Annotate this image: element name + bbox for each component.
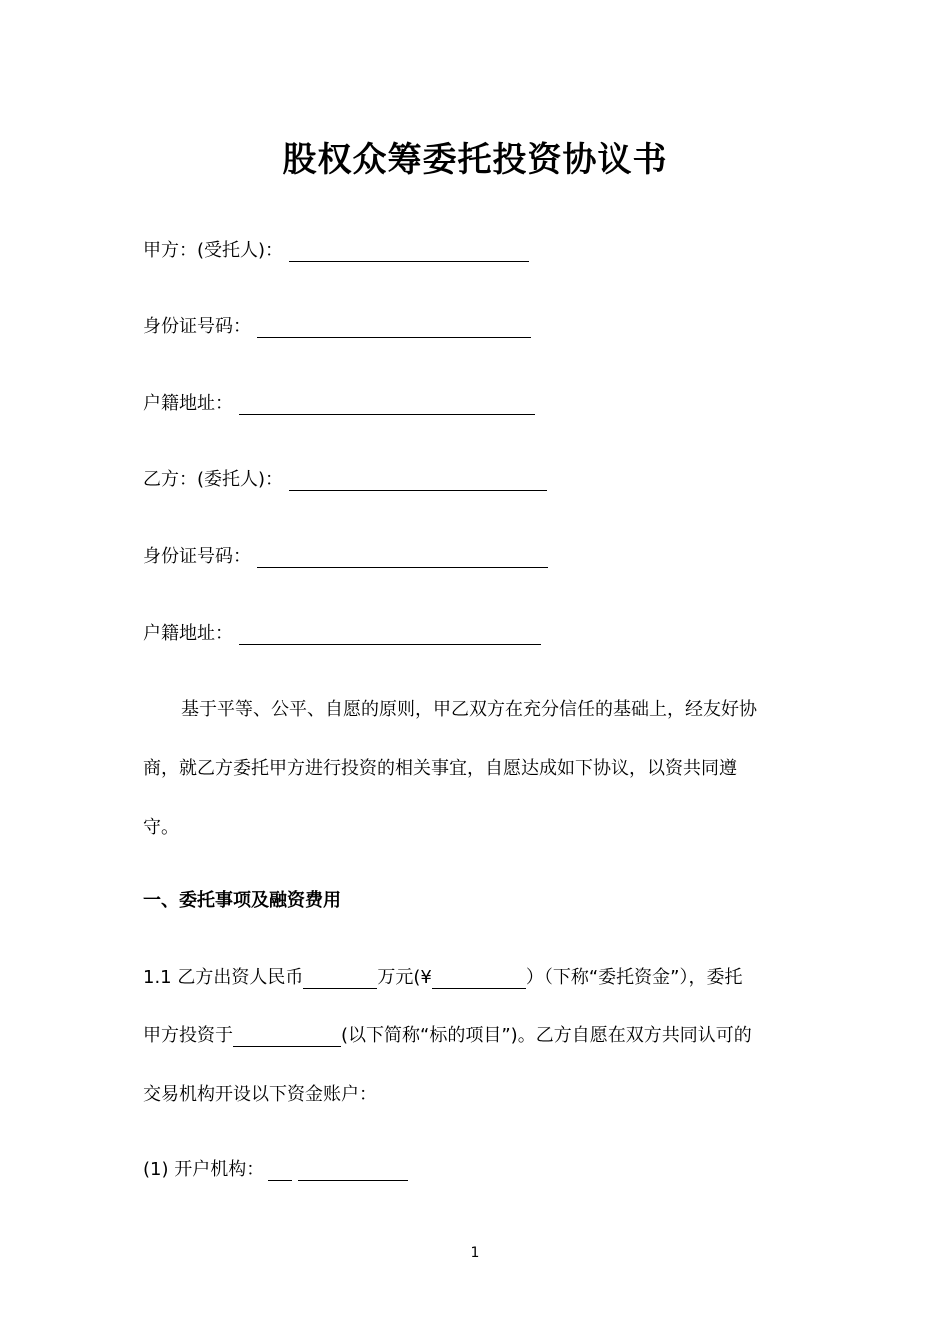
intro-line-3: 守。 bbox=[143, 817, 179, 838]
target-project-blank bbox=[233, 1026, 341, 1047]
clause-1-1-text-c: ）（下称“委托资金”），委托 bbox=[525, 967, 743, 988]
document-title: 股权众筹委托投资协议书 bbox=[282, 140, 668, 180]
party-b-name-blank bbox=[289, 470, 547, 491]
party-b-address-label: 户籍地址： bbox=[143, 623, 233, 644]
amount-blank bbox=[303, 968, 377, 989]
clause-1-1-line-1 bbox=[143, 964, 743, 992]
party-a-id-label: 身份证号码： bbox=[143, 316, 251, 337]
party-a-id-row bbox=[143, 313, 531, 341]
section-1-heading: 一、委托事项及融资费用 bbox=[143, 890, 341, 911]
party-b-id-blank bbox=[257, 547, 548, 568]
party-b-id-row bbox=[143, 543, 548, 571]
clause-1-1-text-b: 万元(¥ bbox=[377, 967, 432, 988]
party-a-address-blank bbox=[239, 394, 535, 415]
party-b-name-row bbox=[143, 466, 547, 494]
party-a-address-label: 户籍地址： bbox=[143, 393, 233, 414]
intro-line-1: 基于平等、公平、自愿的原则，甲乙双方在充分信任的基础上，经友好协 bbox=[181, 699, 757, 720]
party-b-id-label: 身份证号码： bbox=[143, 546, 251, 567]
amount-figure-blank bbox=[432, 968, 526, 989]
account-1-row bbox=[143, 1156, 408, 1184]
party-a-address-row bbox=[143, 390, 535, 418]
account-1-blank-long bbox=[298, 1160, 408, 1181]
clause-1-1-text-a: 1.1 乙方出资人民币 bbox=[143, 967, 304, 988]
party-b-address-row bbox=[143, 620, 541, 648]
party-a-name-label: 甲方：(受托人)： bbox=[143, 240, 284, 261]
intro-line-2: 商，就乙方委托甲方进行投资的相关事宜，自愿达成如下协议，以资共同遵 bbox=[143, 758, 737, 779]
page-number: 1 bbox=[470, 1245, 480, 1261]
clause-1-1-text-d: 甲方投资于 bbox=[143, 1025, 233, 1046]
clause-1-1-line-3: 交易机构开设以下资金账户： bbox=[143, 1084, 377, 1105]
clause-1-1-text-e: (以下简称“标的项目”)。乙方自愿在双方共同认可的 bbox=[341, 1025, 752, 1046]
party-b-address-blank bbox=[239, 624, 541, 645]
party-b-name-label: 乙方：(委托人)： bbox=[143, 469, 284, 490]
account-1-label: (1) 开户机构： bbox=[143, 1159, 265, 1180]
party-a-id-blank bbox=[257, 317, 531, 338]
clause-1-1-line-2 bbox=[143, 1022, 752, 1050]
party-a-name-row bbox=[143, 237, 529, 265]
party-a-name-blank bbox=[289, 241, 529, 262]
account-1-blank-short bbox=[268, 1160, 292, 1181]
